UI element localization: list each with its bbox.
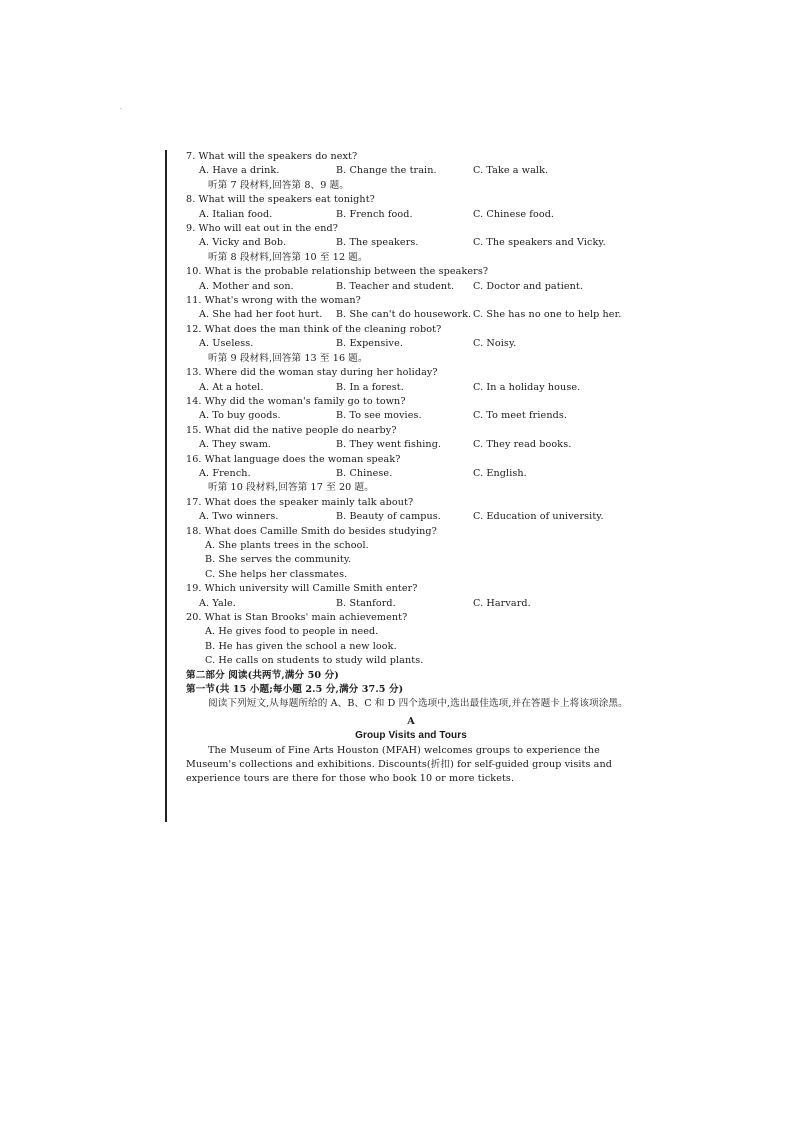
listening-instruction: 听第 10 段材料,回答第 17 至 20 题。 xyxy=(208,482,374,494)
question-8 xyxy=(186,193,636,222)
option-c: C. The speakers and Vicky. xyxy=(473,237,606,249)
question-13 xyxy=(186,366,636,395)
option-a: A. Yale. xyxy=(199,597,236,609)
question-stem: 12. What does the man think of the cleaning robot? xyxy=(186,323,442,335)
option-b: B. They went fishing. xyxy=(336,439,442,451)
question-stem: 17. What does the speaker mainly talk about? xyxy=(186,496,414,508)
options-row xyxy=(186,208,636,222)
option-c: C. English. xyxy=(473,467,527,479)
part-heading: 第二部分 阅读(共两节,满分 50 分) xyxy=(186,669,339,681)
options-row xyxy=(186,510,636,524)
question-15 xyxy=(186,424,636,453)
option-b: B. Beauty of campus. xyxy=(336,511,441,523)
listening-instruction: 听第 7 段材料,回答第 8、9 题。 xyxy=(208,179,349,191)
options-row xyxy=(186,280,636,294)
option-c: C. Harvard. xyxy=(473,597,531,609)
listening-instruction: 听第 8 段材料,回答第 10 至 12 题。 xyxy=(208,251,368,263)
option-a: A. Have a drink. xyxy=(199,165,280,177)
option-b: B. The speakers. xyxy=(336,237,419,249)
question-7 xyxy=(186,150,636,179)
option-a: A. Two winners. xyxy=(199,511,279,523)
passage-paragraph: The Museum of Fine Arts Houston (MFAH) welcomes groups to experience the Museum's collections and exhibitions. Discounts(折扣) for self-guided group visits and experience tours are there for those who book 10 or more tickets. xyxy=(186,744,613,785)
question-stem: 20. What is Stan Brooks' main achievement? xyxy=(186,612,408,623)
options-row xyxy=(186,308,636,322)
option-a: A. Italian food. xyxy=(199,208,273,220)
question-12 xyxy=(186,323,636,352)
option-b: B. Change the train. xyxy=(336,165,437,177)
question-stem: 13. Where did the woman stay during her holiday? xyxy=(186,367,438,379)
margin-line xyxy=(165,150,167,822)
question-17 xyxy=(186,496,636,525)
option-a: A. She had her foot hurt. xyxy=(199,309,323,321)
question-stem: 18. What does Camille Smith do besides studying? xyxy=(186,525,437,537)
scan-dot: · xyxy=(120,106,122,113)
question-20 xyxy=(186,611,636,669)
reading-instructions: 阅读下列短文,从每题所给的 A、B、C 和 D 四个选项中,选出最佳选项,并在答题卡上将该项涂黑。 xyxy=(208,698,628,710)
option-c: C. In a holiday house. xyxy=(473,381,581,393)
option-c: C. Education of university. xyxy=(473,511,604,523)
option-c: C. Noisy. xyxy=(473,338,517,350)
option-a: A. To buy goods. xyxy=(199,410,281,422)
question-16 xyxy=(186,453,636,482)
question-stem: 19. Which university will Camille Smith enter? xyxy=(186,583,418,595)
question-19 xyxy=(186,582,636,611)
passage-letter: A xyxy=(407,715,415,727)
option-b: B. To see movies. xyxy=(336,410,422,422)
listening-instruction: 听第 9 段材料,回答第 13 至 16 题。 xyxy=(208,352,368,364)
option-c: C. They read books. xyxy=(473,439,572,451)
option-c: C. She helps her classmates. xyxy=(205,568,348,580)
section-heading: 第一节(共 15 小题;每小题 2.5 分,满分 37.5 分) xyxy=(186,684,404,696)
options-row xyxy=(186,409,636,423)
question-9 xyxy=(186,222,636,251)
option-a: A. Vicky and Bob. xyxy=(199,237,287,249)
option-c: C. Take a walk. xyxy=(473,165,549,177)
option-c: C. Doctor and patient. xyxy=(473,280,584,292)
option-a: A. French. xyxy=(199,467,251,479)
question-10 xyxy=(186,265,636,294)
question-11 xyxy=(186,294,636,323)
option-a: A. They swam. xyxy=(199,439,272,451)
question-stem: 10. What is the probable relationship between the speakers? xyxy=(186,266,489,278)
options-row xyxy=(186,337,636,351)
option-b: B. In a forest. xyxy=(336,381,404,393)
option-c: C. He calls on students to study wild plants. xyxy=(205,655,424,667)
option-b: B. Teacher and student. xyxy=(336,280,455,292)
option-b: B. He has given the school a new look. xyxy=(205,640,397,652)
options-row xyxy=(186,236,636,250)
option-b: B. French food. xyxy=(336,208,413,220)
options-row xyxy=(186,438,636,452)
option-a: A. He gives food to people in need. xyxy=(205,626,379,638)
passage-title: Group Visits and Tours xyxy=(355,730,467,742)
question-14 xyxy=(186,395,636,424)
question-stem: 14. Why did the woman's family go to town? xyxy=(186,395,406,407)
option-a: A. Mother and son. xyxy=(199,280,294,292)
question-stem: 16. What language does the woman speak? xyxy=(186,453,401,465)
option-c: C. Chinese food. xyxy=(473,208,555,220)
option-c: C. To meet friends. xyxy=(473,410,568,422)
options-row xyxy=(186,381,636,395)
options-row xyxy=(186,164,636,178)
option-b: B. Expensive. xyxy=(336,338,403,350)
option-b: B. She serves the community. xyxy=(205,554,352,566)
options-row xyxy=(186,597,636,611)
options-row xyxy=(186,467,636,481)
question-stem: 7. What will the speakers do next? xyxy=(186,151,358,162)
option-a: A. At a hotel. xyxy=(199,381,264,393)
question-stem: 15. What did the native people do nearby? xyxy=(186,424,397,436)
option-b: B. Stanford. xyxy=(336,597,396,609)
exam-sheet xyxy=(186,150,636,787)
option-b: B. Chinese. xyxy=(336,467,393,479)
option-b: B. She can't do housework. xyxy=(336,309,472,321)
question-stem: 9. Who will eat out in the end? xyxy=(186,223,338,235)
option-a: A. Useless. xyxy=(199,338,254,350)
option-a: A. She plants trees in the school. xyxy=(205,539,369,551)
question-18 xyxy=(186,525,636,583)
question-stem: 11. What's wrong with the woman? xyxy=(186,295,361,307)
question-stem: 8. What will the speakers eat tonight? xyxy=(186,194,375,206)
option-c: C. She has no one to help her. xyxy=(473,309,622,321)
